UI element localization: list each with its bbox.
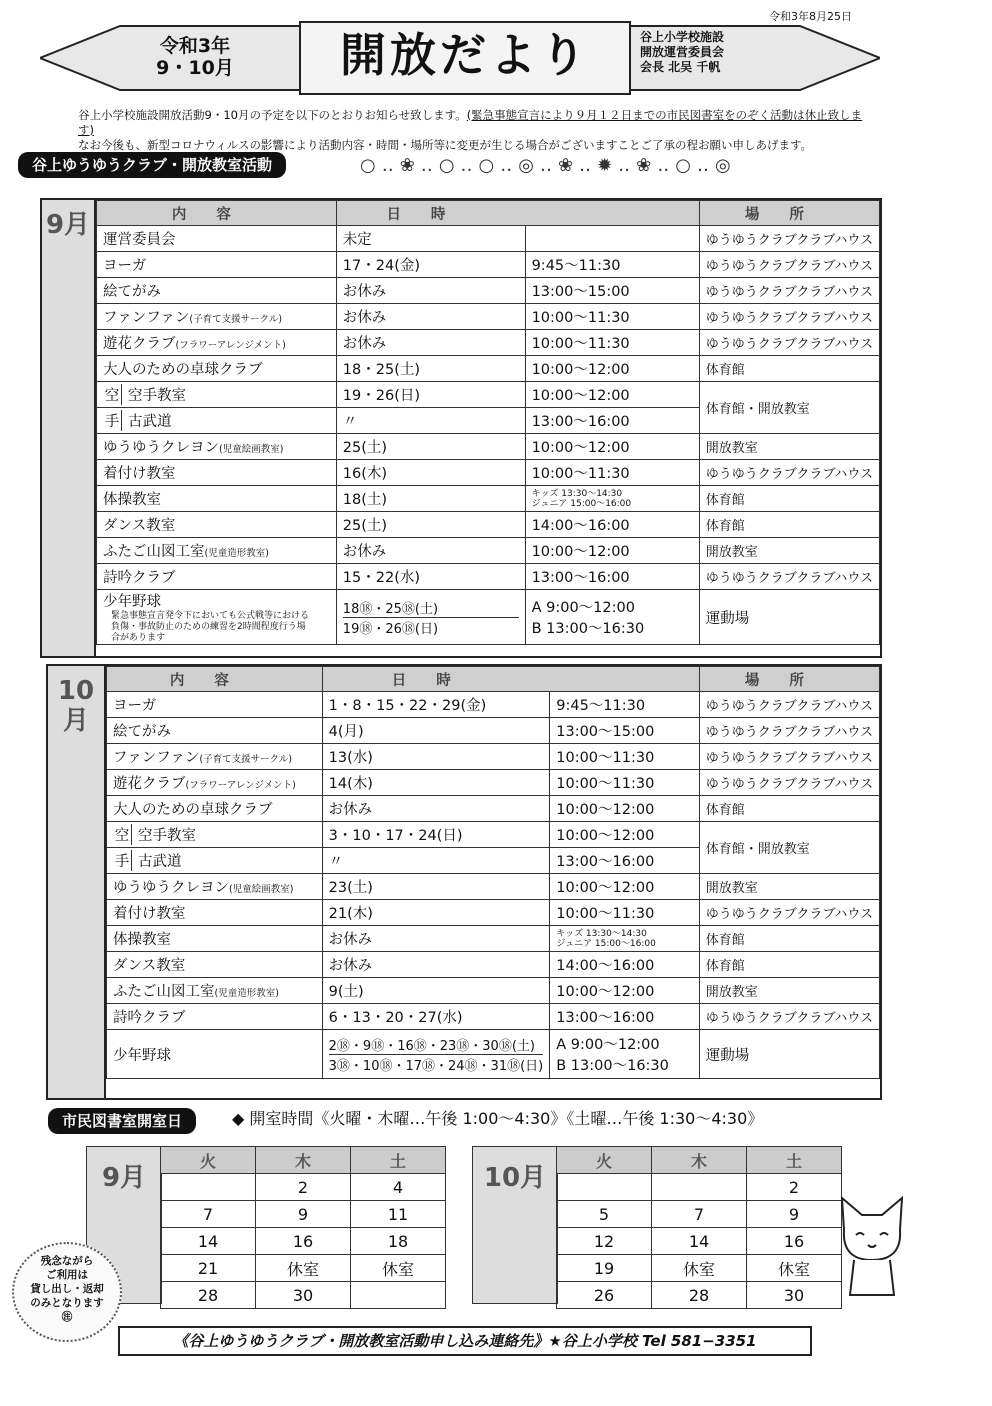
table-row — [97, 330, 880, 356]
time-cell — [550, 926, 700, 952]
table-row — [97, 486, 880, 512]
activity-name-cell — [107, 848, 323, 874]
table-row — [107, 822, 880, 848]
calendar-day: 9 — [256, 1201, 351, 1228]
period-year: 令和3年 — [159, 35, 231, 57]
table-row — [97, 226, 880, 252]
calendar-day: 14 — [652, 1228, 747, 1255]
activity-subtitle: (子育て支援サークル) — [189, 314, 283, 325]
activity-subtitle: (児童絵画教室) — [219, 444, 284, 455]
calendar-day: 2 — [256, 1174, 351, 1201]
date-cell: 13(水) — [322, 744, 550, 770]
calendar-day: 休室 — [747, 1255, 842, 1282]
time-cell: 10:00～12:00 — [525, 356, 699, 382]
time-cell: 13:00～15:00 — [550, 718, 700, 744]
month-label-text: 9月 — [45, 210, 91, 240]
karate-label-char: 手 — [104, 414, 120, 430]
notice-line: ご利用は — [46, 1269, 88, 1281]
time-cell: 10:00～12:00 — [525, 434, 699, 460]
weekday-sat: 土 — [747, 1147, 842, 1174]
date-cell: お休み — [336, 330, 525, 356]
activity-name-cell — [107, 1030, 323, 1079]
activity-name-cell — [107, 796, 323, 822]
calendar-day: 28 — [652, 1282, 747, 1309]
page-title: 開放だより — [340, 28, 590, 82]
calendar-day — [557, 1174, 652, 1201]
october-schedule — [46, 664, 882, 1100]
activity-name: 少年野球 — [103, 594, 161, 610]
calendar-day: 7 — [652, 1201, 747, 1228]
table-row — [97, 512, 880, 538]
date-cell: 14(木) — [322, 770, 550, 796]
activity-name: ゆうゆうクレヨン — [103, 440, 219, 456]
calendar-day — [652, 1174, 747, 1201]
place-cell: 開放教室 — [699, 434, 879, 460]
activity-name-cell — [97, 512, 337, 538]
activity-name-cell — [107, 1004, 323, 1030]
activity-name-cell — [107, 744, 323, 770]
place-cell: ゆうゆうクラブクラブハウス — [699, 564, 879, 590]
table-row — [107, 796, 880, 822]
date-cell: 25(土) — [336, 434, 525, 460]
place-cell: 体育館・開放教室 — [699, 382, 879, 434]
place-cell: 運動場 — [699, 1030, 879, 1079]
date-line: 19⑱・26⑱(日) — [342, 621, 439, 637]
activity-name: 着付け教室 — [113, 906, 186, 922]
table-row — [97, 382, 880, 408]
date-cell: 未定 — [336, 226, 525, 252]
activity-name: ゆうゆうクレヨン — [113, 880, 229, 896]
activity-name-cell — [107, 822, 323, 848]
time-cell: 10:00～11:30 — [525, 304, 699, 330]
period-months: 9・10月 — [156, 57, 234, 79]
time-cell: 13:00～15:00 — [525, 278, 699, 304]
activity-name: ヨーガ — [103, 258, 147, 274]
activity-name-cell — [97, 590, 337, 645]
time-cell: 9:45～11:30 — [525, 252, 699, 278]
activity-name-cell — [107, 900, 323, 926]
table-row — [97, 252, 880, 278]
header-content: 内容 — [107, 667, 323, 692]
contact-footer: 《谷上ゆうゆうクラブ・開放教室活動申し込み連絡先》★谷上小学校 Tel 581−3351 — [118, 1326, 812, 1356]
month-label-text: 10月 — [57, 676, 95, 736]
date-cell: 〃 — [322, 848, 550, 874]
table-row — [107, 692, 880, 718]
october-table — [106, 666, 880, 1079]
place-cell: ゆうゆうクラブクラブハウス — [699, 252, 879, 278]
calendar-row — [161, 1228, 446, 1255]
organizer — [640, 30, 775, 75]
calendar-row — [557, 1174, 842, 1201]
notice-line: ㊟ — [61, 1311, 73, 1323]
place-cell: ゆうゆうクラブクラブハウス — [699, 1004, 879, 1030]
table-row — [107, 770, 880, 796]
time-slot: キッズ 13:30～14:30 — [556, 928, 647, 939]
time-slot: ジュニア 15:00～16:00 — [556, 938, 656, 949]
library-month-oct — [472, 1146, 558, 1304]
time-cell — [550, 1030, 700, 1079]
date-cell: 3・10・17・24(日) — [322, 822, 550, 848]
activity-name: ヨーガ — [113, 698, 157, 714]
activity-name-cell — [97, 356, 337, 382]
date-cell: お休み — [336, 304, 525, 330]
time-cell: 10:00～11:30 — [525, 330, 699, 356]
date-cell: 〃 — [336, 408, 525, 434]
calendar-row — [161, 1282, 446, 1309]
decoration-icons: ○‥❀‥○‥○‥◎‥❀‥✹‥❀‥○‥◎ — [360, 155, 737, 176]
date-cell: 9(土) — [322, 978, 550, 1004]
activity-name: ファンファン — [113, 750, 200, 766]
table-row — [107, 718, 880, 744]
activity-name-cell — [97, 538, 337, 564]
activity-name: 空手教室 — [128, 388, 186, 404]
org-line: 会長 北吴 千帆 — [640, 60, 721, 74]
place-cell: 体育館 — [699, 486, 879, 512]
calendar-header — [161, 1147, 446, 1174]
intro-note: (緊急事態宣言により９月１２日までの市民図書室をのぞく活動は休止致します) — [78, 108, 863, 137]
calendar-day: 11 — [351, 1201, 446, 1228]
activity-name-cell — [97, 278, 337, 304]
weekday-sat: 土 — [351, 1147, 446, 1174]
karate-group-label — [103, 384, 122, 405]
notice-line: のみとなります — [30, 1297, 104, 1309]
calendar-row — [557, 1255, 842, 1282]
table-row — [97, 538, 880, 564]
date-cell: お休み — [336, 538, 525, 564]
activity-name: 少年野球 — [113, 1047, 171, 1064]
table-row — [107, 952, 880, 978]
date-cell: 17・24(金) — [336, 252, 525, 278]
activity-name: 詩吟クラブ — [103, 570, 176, 586]
time-line: A 9:00～12:00 — [556, 1037, 660, 1053]
calendar-day — [161, 1174, 256, 1201]
time-cell: 13:00～16:00 — [550, 1004, 700, 1030]
place-cell: 開放教室 — [699, 978, 879, 1004]
date-cell: 15・22(水) — [336, 564, 525, 590]
calendar-day: 休室 — [351, 1255, 446, 1282]
activity-subtitle: (児童造形教室) — [214, 988, 279, 999]
month-label — [42, 210, 94, 240]
activity-name: 着付け教室 — [103, 466, 176, 482]
table-row — [97, 564, 880, 590]
cat-illustration — [832, 1190, 912, 1300]
intro-line: なお今後も、新型コロナウィルスの影響により活動内容・時間・場所等に変更が生じる場合がございますことご了承の程お願い申しあげます。 — [78, 138, 813, 152]
calendar-day: 19 — [557, 1255, 652, 1282]
activity-subtitle: (フラワーアレンジメント) — [185, 780, 296, 791]
place-cell: ゆうゆうクラブクラブハウス — [699, 744, 879, 770]
time-cell: 9:45～11:30 — [550, 692, 700, 718]
place-cell: ゆうゆうクラブクラブハウス — [699, 900, 879, 926]
activity-name-cell — [107, 770, 323, 796]
time-cell: 14:00～16:00 — [550, 952, 700, 978]
date-cell: 1・8・15・22・29(金) — [322, 692, 550, 718]
table-row — [97, 304, 880, 330]
activity-name: ダンス教室 — [103, 518, 176, 534]
time-cell: 10:00～11:30 — [550, 770, 700, 796]
time-cell: 14:00～16:00 — [525, 512, 699, 538]
activity-name: 絵てがみ — [113, 724, 171, 740]
table-row — [107, 926, 880, 952]
date-cell: お休み — [322, 926, 550, 952]
header-place: 場所 — [699, 667, 879, 692]
activity-name: 体操教室 — [113, 932, 171, 948]
time-line: B 13:00～16:30 — [556, 1058, 669, 1074]
date-cell: 16(木) — [336, 460, 525, 486]
karate-group-label — [113, 824, 132, 845]
time-cell: 13:00～16:00 — [525, 564, 699, 590]
time-slot: キッズ 13:30～14:30 — [531, 488, 623, 499]
place-cell: ゆうゆうクラブクラブハウス — [699, 770, 879, 796]
activity-name: 体操教室 — [103, 492, 161, 508]
library-month-label: 9月 — [101, 1163, 147, 1193]
calendar-day: 26 — [557, 1282, 652, 1309]
activity-name: 遊花クラブ — [103, 336, 176, 352]
time-cell: 10:00～11:30 — [550, 744, 700, 770]
calendar-row — [161, 1174, 446, 1201]
weekday-tue: 火 — [161, 1147, 256, 1174]
karate-label-char: 空 — [104, 388, 120, 404]
weekday-tue: 火 — [557, 1147, 652, 1174]
issue-date: 令和3年8月25日 — [769, 10, 852, 23]
place-cell: 開放教室 — [699, 538, 879, 564]
notice-line: 貸し出し・返却 — [30, 1283, 104, 1295]
date-cell: お休み — [322, 952, 550, 978]
september-schedule — [40, 198, 882, 658]
activity-name: ふたご山図工室 — [103, 544, 205, 560]
activity-name-cell — [97, 252, 337, 278]
calendar-day: 21 — [161, 1255, 256, 1282]
calendar-day: 14 — [161, 1228, 256, 1255]
activity-name-cell — [97, 460, 337, 486]
calendar-day: 7 — [161, 1201, 256, 1228]
table-row-baseball — [97, 590, 880, 645]
notice-line: 残念ながら — [40, 1255, 94, 1267]
table-row — [107, 1004, 880, 1030]
table-row — [97, 278, 880, 304]
activity-name: 詩吟クラブ — [113, 1010, 186, 1026]
calendar-day: 30 — [256, 1282, 351, 1309]
library-month-label: 10月 — [483, 1163, 547, 1193]
table-header — [107, 667, 880, 692]
table-header — [97, 201, 880, 226]
date-cell: 23(土) — [322, 874, 550, 900]
time-cell: 10:00～11:30 — [550, 900, 700, 926]
september-table — [96, 200, 880, 645]
calendar-day: 16 — [256, 1228, 351, 1255]
activity-subtitle: (子育て支援サークル) — [199, 754, 293, 765]
intro-line: 谷上小学校施設開放活動9・10月の予定を以下のとおりお知らせ致します。 — [78, 108, 467, 122]
table-row — [97, 356, 880, 382]
month-label — [48, 676, 104, 736]
activity-name: 遊花クラブ — [113, 776, 186, 792]
place-cell: 体育館 — [699, 356, 879, 382]
calendar-day: 16 — [747, 1228, 842, 1255]
header-date: 日時 — [336, 201, 525, 226]
place-cell: 体育館 — [699, 796, 879, 822]
place-cell: 体育館・開放教室 — [699, 822, 879, 874]
header-date: 日時 — [322, 667, 550, 692]
calendar-header — [557, 1147, 842, 1174]
library-calendar-oct — [556, 1146, 842, 1309]
activity-name: ダンス教室 — [113, 958, 186, 974]
header-content: 内容 — [97, 201, 337, 226]
table-row — [107, 900, 880, 926]
library-hours: ◆ 開室時間《火曜・木曜…午後 1:00～4:30》《土曜…午後 1:30～4:30》 — [232, 1109, 764, 1128]
date-line: 2⑱・9⑱・16⑱・23⑱・30⑱(土) — [329, 1035, 544, 1055]
activity-name-cell — [97, 564, 337, 590]
activity-name-cell — [97, 382, 337, 408]
time-cell: 10:00～12:00 — [550, 874, 700, 900]
table-row-baseball — [107, 1030, 880, 1079]
time-cell — [525, 486, 699, 512]
place-cell: 開放教室 — [699, 874, 879, 900]
table-row — [97, 460, 880, 486]
calendar-row — [557, 1228, 842, 1255]
table-row — [107, 874, 880, 900]
calendar-row — [557, 1201, 842, 1228]
activity-subtitle: (児童造形教室) — [204, 548, 269, 559]
calendar-day: 18 — [351, 1228, 446, 1255]
section-heading-activities: 谷上ゆうゆうクラブ・開放教室活動 — [18, 152, 286, 178]
activity-name-cell — [107, 874, 323, 900]
calendar-day: 5 — [557, 1201, 652, 1228]
time-cell: 10:00～11:30 — [525, 460, 699, 486]
calendar-day: 休室 — [256, 1255, 351, 1282]
time-cell: 10:00～12:00 — [550, 822, 700, 848]
time-slot: ジュニア 15:00～16:00 — [531, 498, 632, 509]
calendar-day: 2 — [747, 1174, 842, 1201]
time-cell: 10:00～12:00 — [525, 382, 699, 408]
time-cell: 10:00～12:00 — [550, 796, 700, 822]
intro-text — [78, 108, 878, 153]
time-cell: 13:00～16:00 — [525, 408, 699, 434]
time-cell — [525, 226, 699, 252]
table-row — [107, 744, 880, 770]
date-cell: 18(土) — [336, 486, 525, 512]
calendar-day: 9 — [747, 1201, 842, 1228]
place-cell: ゆうゆうクラブクラブハウス — [699, 718, 879, 744]
date-cell: 25(土) — [336, 512, 525, 538]
header-place: 場所 — [699, 201, 879, 226]
time-line: A 9:00～12:00 — [531, 600, 635, 616]
calendar-day: 4 — [351, 1174, 446, 1201]
date-cell: 21(木) — [322, 900, 550, 926]
time-line: B 13:00～16:30 — [531, 621, 645, 637]
activity-name-cell — [107, 692, 323, 718]
activity-name: ファンファン — [103, 310, 190, 326]
activity-subtitle: (フラワーアレンジメント) — [175, 340, 286, 351]
place-cell: 体育館 — [699, 926, 879, 952]
activity-name: 運営委員会 — [103, 232, 176, 248]
weekday-thu: 木 — [256, 1147, 351, 1174]
place-cell: 体育館 — [699, 512, 879, 538]
date-line: 3⑱・10⑱・17⑱・24⑱・31⑱(日) — [328, 1058, 544, 1074]
activity-name-cell — [97, 486, 337, 512]
activity-name: 古武道 — [138, 854, 182, 870]
month-column — [48, 666, 106, 1098]
activity-name-cell — [97, 304, 337, 330]
calendar-day: 12 — [557, 1228, 652, 1255]
date-cell: お休み — [336, 278, 525, 304]
place-cell: ゆうゆうクラブクラブハウス — [699, 226, 879, 252]
date-cell: 19・26(日) — [336, 382, 525, 408]
date-cell — [322, 1030, 550, 1079]
place-cell: ゆうゆうクラブクラブハウス — [699, 304, 879, 330]
date-cell: 4(月) — [322, 718, 550, 744]
activity-name-cell — [97, 434, 337, 460]
library-calendar-sep — [160, 1146, 446, 1309]
calendar-row — [161, 1255, 446, 1282]
section-heading-library: 市民図書室開室日 — [48, 1108, 196, 1134]
date-cell — [336, 590, 525, 645]
activity-name-cell — [107, 952, 323, 978]
date-cell: 6・13・20・27(水) — [322, 1004, 550, 1030]
calendar-day: 28 — [161, 1282, 256, 1309]
time-cell — [525, 590, 699, 645]
time-cell: 13:00～16:00 — [550, 848, 700, 874]
activity-name: 大人のための卓球クラブ — [113, 802, 273, 818]
place-cell: ゆうゆうクラブクラブハウス — [699, 278, 879, 304]
activity-name: ふたご山図工室 — [113, 984, 215, 1000]
library-notice — [12, 1242, 122, 1342]
activity-name: 絵てがみ — [103, 284, 161, 300]
date-cell: お休み — [322, 796, 550, 822]
activity-subtitle: (児童絵画教室) — [229, 884, 294, 895]
table-row — [107, 978, 880, 1004]
org-line: 開放運営委員会 — [640, 45, 725, 59]
place-cell: 体育館 — [699, 952, 879, 978]
period — [120, 35, 270, 79]
month-column — [42, 200, 96, 656]
activity-name-cell — [97, 330, 337, 356]
weekday-thu: 木 — [652, 1147, 747, 1174]
calendar-day: 30 — [747, 1282, 842, 1309]
activity-name: 大人のための卓球クラブ — [103, 362, 263, 378]
time-cell: 10:00～12:00 — [525, 538, 699, 564]
place-cell: ゆうゆうクラブクラブハウス — [699, 330, 879, 356]
activity-name-cell — [97, 408, 337, 434]
date-line: 18⑱・25⑱(土) — [343, 598, 519, 618]
time-cell: 10:00～12:00 — [550, 978, 700, 1004]
activity-name: 空手教室 — [138, 828, 196, 844]
activity-name-cell — [107, 978, 323, 1004]
karate-label-char: 手 — [114, 854, 130, 870]
place-cell: 運動場 — [699, 590, 879, 645]
org-line: 谷上小学校施設 — [640, 30, 725, 44]
calendar-day: 休室 — [652, 1255, 747, 1282]
calendar-row — [557, 1282, 842, 1309]
activity-name-cell — [107, 718, 323, 744]
calendar-row — [161, 1201, 446, 1228]
activity-name-cell — [97, 226, 337, 252]
calendar-day — [351, 1282, 446, 1309]
activity-name-cell — [107, 926, 323, 952]
place-cell: ゆうゆうクラブクラブハウス — [699, 460, 879, 486]
activity-name: 古武道 — [128, 414, 172, 430]
karate-label-char: 空 — [114, 828, 130, 844]
karate-group-label — [113, 850, 132, 871]
karate-group-label — [103, 410, 122, 431]
table-row — [97, 434, 880, 460]
date-cell: 18・25(土) — [336, 356, 525, 382]
place-cell: ゆうゆうクラブクラブハウス — [699, 692, 879, 718]
baseball-note: 緊急事態宣言発令下においても公式戦等における負傷・事故防止のための練習を2時間程度行う場合があります — [111, 611, 310, 643]
